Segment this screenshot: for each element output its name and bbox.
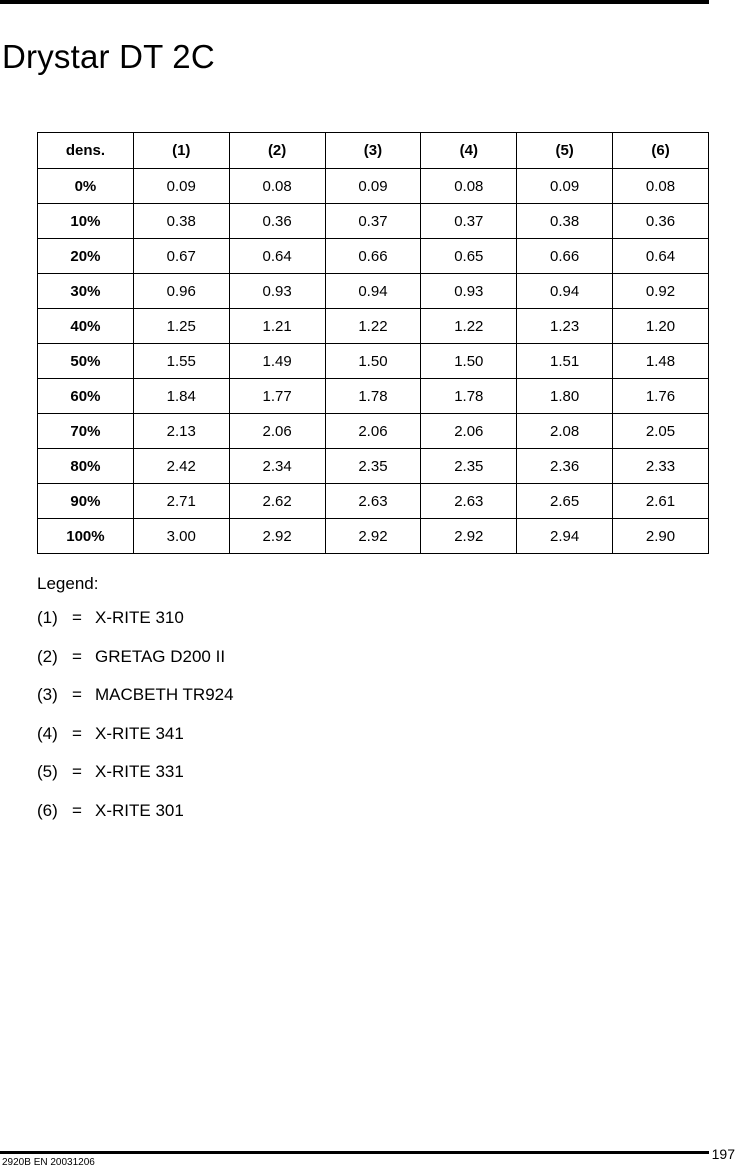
table-cell: 2.33 bbox=[613, 449, 709, 484]
footer-rule bbox=[0, 1151, 709, 1154]
legend-item bbox=[37, 647, 234, 686]
header-cell: dens. bbox=[38, 133, 134, 169]
legend-key: (1) bbox=[37, 608, 58, 627]
table-row bbox=[38, 379, 709, 414]
table-cell: 0.36 bbox=[229, 204, 325, 239]
row-header-cell: 70% bbox=[38, 414, 134, 449]
legend-equals: = bbox=[72, 646, 82, 666]
table-header-row bbox=[38, 133, 709, 169]
table-cell: 2.65 bbox=[517, 484, 613, 519]
legend-equals: = bbox=[72, 685, 82, 704]
table-row bbox=[38, 414, 709, 449]
table-cell: 0.93 bbox=[229, 274, 325, 309]
table-cell: 2.08 bbox=[517, 414, 613, 449]
legend-key: (6) bbox=[37, 800, 58, 820]
table-cell: 2.34 bbox=[229, 449, 325, 484]
table-cell: 0.08 bbox=[229, 169, 325, 204]
legend bbox=[37, 574, 234, 839]
table-cell: 2.35 bbox=[325, 449, 421, 484]
table-cell: 0.38 bbox=[517, 204, 613, 239]
table-cell: 1.78 bbox=[421, 379, 517, 414]
row-header-cell: 50% bbox=[38, 344, 134, 379]
table-cell: 0.64 bbox=[613, 239, 709, 274]
table-cell: 1.23 bbox=[517, 309, 613, 344]
row-header-cell: 60% bbox=[38, 379, 134, 414]
legend-item bbox=[37, 724, 234, 763]
table-cell: 1.21 bbox=[229, 309, 325, 344]
table-body bbox=[38, 169, 709, 554]
table-row bbox=[38, 274, 709, 309]
table-cell: 0.67 bbox=[133, 239, 229, 274]
table-cell: 2.35 bbox=[421, 449, 517, 484]
table-cell: 0.66 bbox=[325, 239, 421, 274]
table-cell: 1.25 bbox=[133, 309, 229, 344]
legend-key: (3) bbox=[37, 685, 58, 704]
table-cell: 2.92 bbox=[325, 519, 421, 554]
table-cell: 3.00 bbox=[133, 519, 229, 554]
table-cell: 2.05 bbox=[613, 414, 709, 449]
table-cell: 0.08 bbox=[613, 169, 709, 204]
table-cell: 1.78 bbox=[325, 379, 421, 414]
table-cell: 2.13 bbox=[133, 414, 229, 449]
document-code: 2920B EN 20031206 bbox=[2, 1157, 95, 1168]
row-header-cell: 10% bbox=[38, 204, 134, 239]
table-cell: 0.96 bbox=[133, 274, 229, 309]
row-header-cell: 40% bbox=[38, 309, 134, 344]
table-cell: 1.76 bbox=[613, 379, 709, 414]
legend-item bbox=[37, 801, 234, 840]
table-cell: 2.06 bbox=[421, 414, 517, 449]
table-row bbox=[38, 519, 709, 554]
row-header-cell: 90% bbox=[38, 484, 134, 519]
table-cell: 0.09 bbox=[325, 169, 421, 204]
legend-equals: = bbox=[72, 608, 82, 627]
table-row bbox=[38, 309, 709, 344]
table-cell: 1.51 bbox=[517, 344, 613, 379]
table-cell: 0.65 bbox=[421, 239, 517, 274]
row-header-cell: 30% bbox=[38, 274, 134, 309]
table-cell: 2.92 bbox=[229, 519, 325, 554]
table-cell: 0.37 bbox=[325, 204, 421, 239]
legend-equals: = bbox=[72, 762, 82, 781]
table-cell: 2.63 bbox=[421, 484, 517, 519]
legend-equals: = bbox=[72, 800, 82, 820]
table-cell: 0.66 bbox=[517, 239, 613, 274]
table-cell: 1.77 bbox=[229, 379, 325, 414]
table-cell: 0.37 bbox=[421, 204, 517, 239]
header-cell: (5) bbox=[517, 133, 613, 169]
legend-list bbox=[37, 608, 234, 839]
row-header-cell: 80% bbox=[38, 449, 134, 484]
table-cell: 2.94 bbox=[517, 519, 613, 554]
legend-item bbox=[37, 762, 234, 801]
legend-value: X-RITE 341 bbox=[95, 723, 184, 743]
table-cell: 2.90 bbox=[613, 519, 709, 554]
table-cell: 2.92 bbox=[421, 519, 517, 554]
table-row bbox=[38, 484, 709, 519]
table-cell: 1.49 bbox=[229, 344, 325, 379]
table-cell: 1.50 bbox=[421, 344, 517, 379]
table-cell: 1.20 bbox=[613, 309, 709, 344]
row-header-cell: 20% bbox=[38, 239, 134, 274]
table-cell: 0.92 bbox=[613, 274, 709, 309]
legend-equals: = bbox=[72, 723, 82, 743]
row-header-cell: 100% bbox=[38, 519, 134, 554]
header-cell: (1) bbox=[133, 133, 229, 169]
table-cell: 2.36 bbox=[517, 449, 613, 484]
table-cell: 1.55 bbox=[133, 344, 229, 379]
table-row bbox=[38, 169, 709, 204]
legend-item bbox=[37, 608, 234, 647]
table-row bbox=[38, 344, 709, 379]
table-cell: 1.80 bbox=[517, 379, 613, 414]
header-cell: (6) bbox=[613, 133, 709, 169]
table-cell: 1.22 bbox=[421, 309, 517, 344]
table-cell: 2.71 bbox=[133, 484, 229, 519]
table-row bbox=[38, 239, 709, 274]
legend-value: X-RITE 331 bbox=[95, 762, 184, 781]
legend-key: (5) bbox=[37, 762, 58, 781]
legend-value: X-RITE 310 bbox=[95, 608, 184, 627]
header-cell: (4) bbox=[421, 133, 517, 169]
table-cell: 2.63 bbox=[325, 484, 421, 519]
legend-key: (4) bbox=[37, 723, 58, 743]
table-row bbox=[38, 204, 709, 239]
table-cell: 2.06 bbox=[325, 414, 421, 449]
table-cell: 1.84 bbox=[133, 379, 229, 414]
table-cell: 2.42 bbox=[133, 449, 229, 484]
table-cell: 0.36 bbox=[613, 204, 709, 239]
table-cell: 0.64 bbox=[229, 239, 325, 274]
header-cell: (2) bbox=[229, 133, 325, 169]
legend-title: Legend: bbox=[37, 574, 99, 593]
table-cell: 0.09 bbox=[133, 169, 229, 204]
legend-key: (2) bbox=[37, 646, 58, 666]
header-cell: (3) bbox=[325, 133, 421, 169]
table-cell: 0.09 bbox=[517, 169, 613, 204]
table-cell: 1.48 bbox=[613, 344, 709, 379]
legend-value: X-RITE 301 bbox=[95, 800, 184, 820]
table-cell: 0.94 bbox=[325, 274, 421, 309]
table-cell: 1.50 bbox=[325, 344, 421, 379]
table-cell: 1.22 bbox=[325, 309, 421, 344]
table-cell: 0.08 bbox=[421, 169, 517, 204]
row-header-cell: 0% bbox=[38, 169, 134, 204]
table-cell: 2.06 bbox=[229, 414, 325, 449]
legend-value: MACBETH TR924 bbox=[95, 685, 234, 704]
table-cell: 2.61 bbox=[613, 484, 709, 519]
page-title: Drystar DT 2C bbox=[2, 38, 215, 75]
density-table bbox=[37, 132, 709, 554]
legend-item bbox=[37, 685, 234, 724]
top-rule bbox=[0, 0, 709, 4]
table-cell: 0.93 bbox=[421, 274, 517, 309]
table-row bbox=[38, 449, 709, 484]
table-cell: 2.62 bbox=[229, 484, 325, 519]
page-number: 197 bbox=[711, 1146, 735, 1162]
table-cell: 0.94 bbox=[517, 274, 613, 309]
legend-value: GRETAG D200 II bbox=[95, 646, 226, 666]
table-cell: 0.38 bbox=[133, 204, 229, 239]
